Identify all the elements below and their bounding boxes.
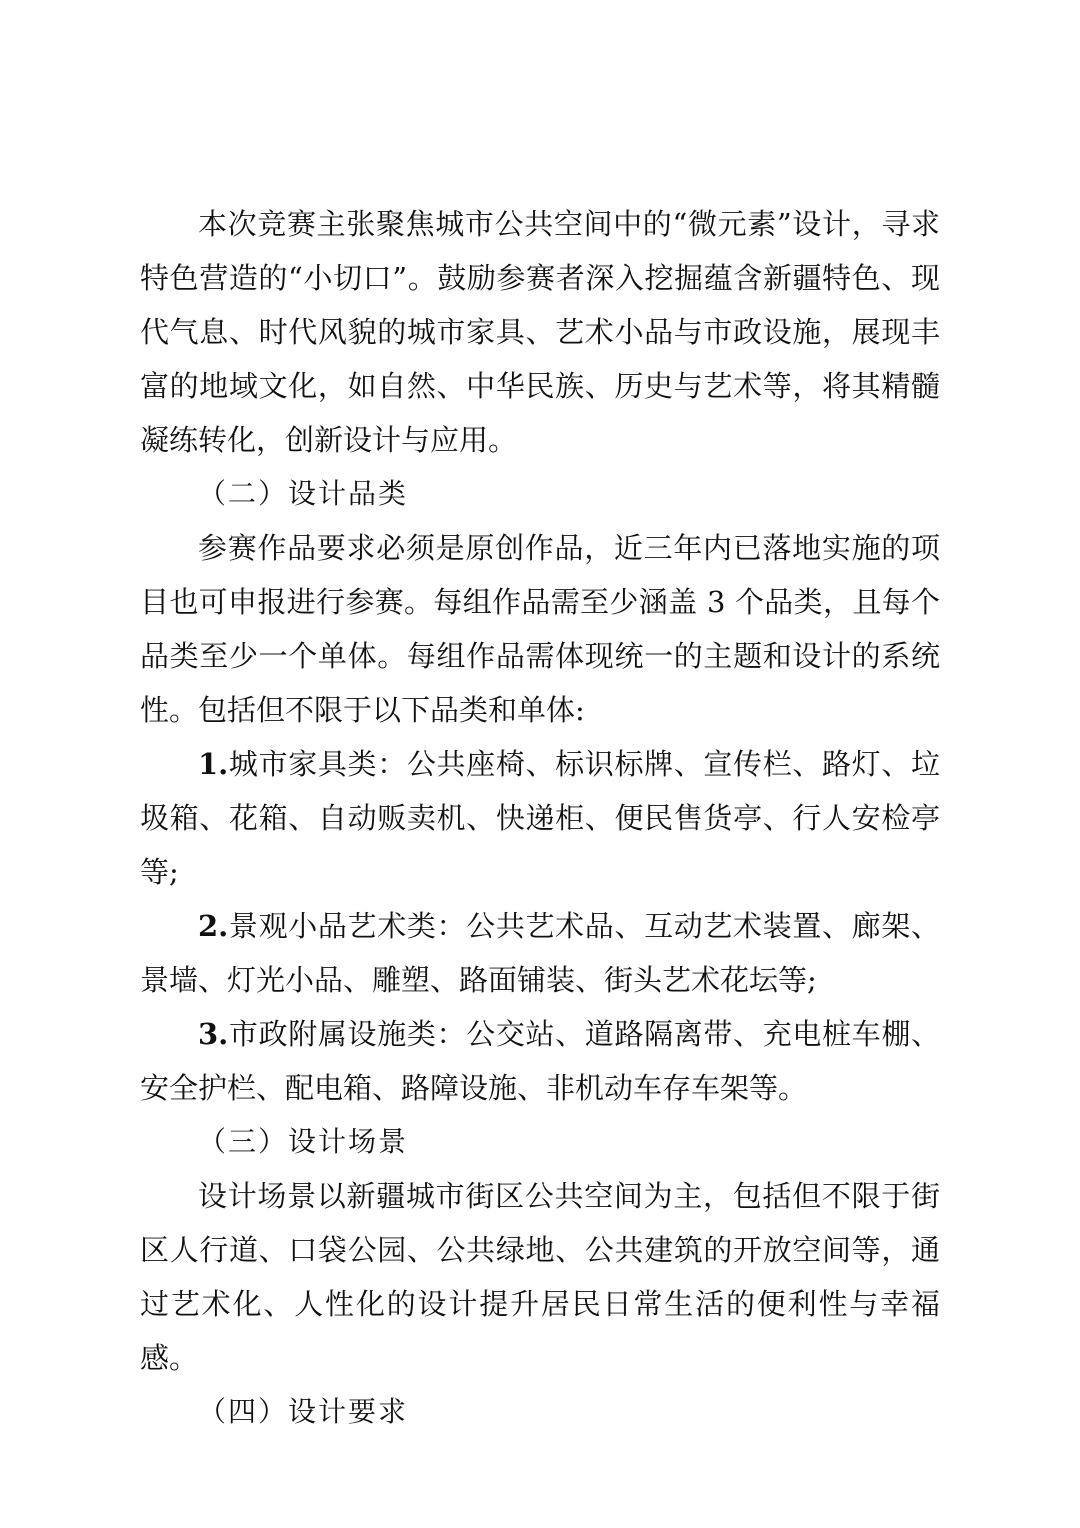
category-item-2-number: 2.	[198, 909, 229, 943]
category-item-3	[140, 1007, 940, 1115]
section-heading-design-requirements: （四）设计要求	[198, 1395, 409, 1428]
intro-paragraph: 本次竞赛主张聚焦城市公共空间中的“微元素”设计，寻求特色营造的“小切口”。鼓励参赛者深入挖掘蕴含新疆特色、现代气息、时代风貌的城市家具、艺术小品与市政设施，展现丰富的地域文化，如自然、中华民族、历史与艺术等，将其精髓凝练转化，创新设计与应用。	[140, 207, 940, 457]
section-heading-design-categories: （二）设计品类	[198, 477, 409, 510]
category-item-2-text: 景观小品艺术类：公共艺术品、互动艺术装置、廊架、景墙、灯光小品、雕塑、路面铺装、街头艺术花坛等;	[140, 909, 940, 997]
category-item-2	[140, 899, 940, 1007]
document-body	[140, 197, 940, 1439]
design-scenarios-paragraph: 设计场景以新疆城市街区公共空间为主，包括但不限于街区人行道、口袋公园、公共绿地、公共建筑的开放空间等，通过艺术化、人性化的设计提升居民日常生活的便利性与幸福感。	[140, 1179, 940, 1375]
section-heading-design-scenarios: （三）设计场景	[198, 1125, 409, 1158]
category-item-1-text: 城市家具类：公共座椅、标识标牌、宣传栏、路灯、垃圾箱、花箱、自动贩卖机、快递柜、便民售货亭、行人安检亭等;	[140, 747, 940, 889]
design-categories-paragraph: 参赛作品要求必须是原创作品，近三年内已落地实施的项目也可申报进行参赛。每组作品需至少涵盖 3 个品类，且每个品类至少一个单体。每组作品需体现统一的主题和设计的系统性。包括但不限于以下品类和单体:	[140, 531, 940, 727]
category-item-3-text: 市政附属设施类：公交站、道路隔离带、充电桩车棚、安全护栏、配电箱、路障设施、非机动车存车架等。	[140, 1017, 940, 1105]
category-item-1-number: 1.	[198, 747, 229, 781]
category-item-1	[140, 737, 940, 899]
category-item-3-number: 3.	[198, 1017, 229, 1051]
